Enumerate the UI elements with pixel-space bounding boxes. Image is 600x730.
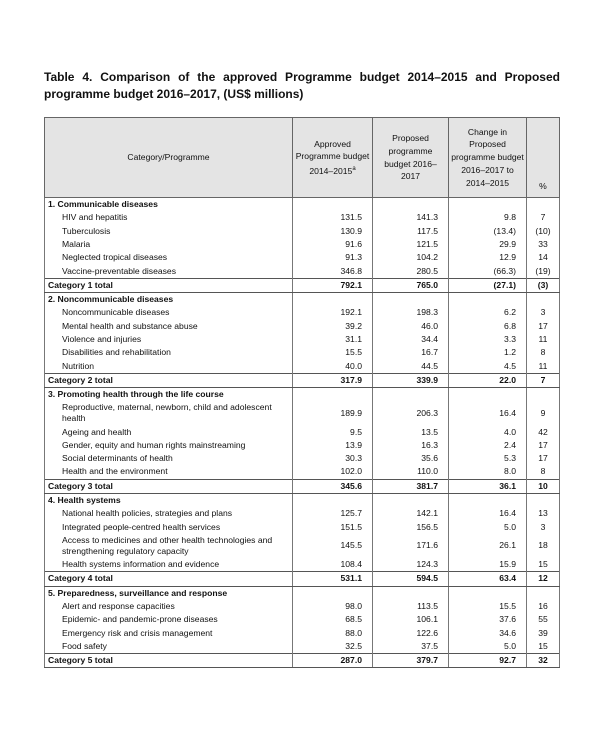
empty-cell <box>449 198 527 212</box>
table-row <box>45 238 560 251</box>
change-cell: 12.9 <box>449 251 527 264</box>
approved-cell: 125.7 <box>293 507 373 520</box>
change-cell: 16.4 <box>449 507 527 520</box>
category-total-row <box>45 479 560 493</box>
percent-cell: 9 <box>527 401 560 425</box>
proposed-cell: 34.4 <box>373 333 449 346</box>
change-cell: 8.0 <box>449 465 527 479</box>
approved-cell: 9.5 <box>293 426 373 439</box>
percent-cell: (19) <box>527 264 560 278</box>
programme-label: Neglected tropical diseases <box>45 251 293 264</box>
approved-cell: 15.5 <box>293 346 373 359</box>
approved-cell: 189.9 <box>293 401 373 425</box>
change-cell: 6.2 <box>449 306 527 319</box>
total-change-cell: 22.0 <box>449 373 527 387</box>
proposed-cell: 16.3 <box>373 439 449 452</box>
proposed-cell: 122.6 <box>373 626 449 639</box>
table-row <box>45 439 560 452</box>
percent-cell: 3 <box>527 306 560 319</box>
header-category: Category/Programme <box>45 118 293 198</box>
proposed-cell: 35.6 <box>373 452 449 465</box>
table-row <box>45 626 560 639</box>
category-heading-row <box>45 493 560 507</box>
budget-table <box>44 117 560 668</box>
programme-label: Alert and response capacities <box>45 600 293 613</box>
proposed-cell: 171.6 <box>373 534 449 558</box>
total-label: Category 4 total <box>45 572 293 586</box>
approved-cell: 13.9 <box>293 439 373 452</box>
empty-cell <box>293 586 373 600</box>
table-row <box>45 264 560 278</box>
table-row <box>45 211 560 224</box>
empty-cell <box>293 493 373 507</box>
programme-label: Integrated people-centred health services <box>45 520 293 533</box>
programme-label: Reproductive, maternal, newborn, child and adolescent health <box>45 401 293 425</box>
proposed-cell: 142.1 <box>373 507 449 520</box>
table-row <box>45 640 560 654</box>
table-row <box>45 465 560 479</box>
empty-cell <box>527 292 560 306</box>
programme-label: Gender, equity and human rights mainstreaming <box>45 439 293 452</box>
percent-cell: 42 <box>527 426 560 439</box>
programme-label: Mental health and substance abuse <box>45 320 293 333</box>
empty-cell <box>449 292 527 306</box>
total-approved-cell: 345.6 <box>293 479 373 493</box>
percent-cell: 17 <box>527 439 560 452</box>
empty-cell <box>293 292 373 306</box>
proposed-cell: 206.3 <box>373 401 449 425</box>
approved-cell: 192.1 <box>293 306 373 319</box>
total-approved-cell: 287.0 <box>293 654 373 668</box>
header-percent: % <box>527 118 560 198</box>
percent-cell: 15 <box>527 558 560 572</box>
approved-cell: 40.0 <box>293 359 373 373</box>
approved-cell: 145.5 <box>293 534 373 558</box>
empty-cell <box>449 387 527 401</box>
change-cell: 5.0 <box>449 640 527 654</box>
table-row <box>45 426 560 439</box>
percent-cell: 39 <box>527 626 560 639</box>
programme-label: Ageing and health <box>45 426 293 439</box>
programme-label: Food safety <box>45 640 293 654</box>
table-row <box>45 600 560 613</box>
total-percent-cell: 32 <box>527 654 560 668</box>
total-approved-cell: 317.9 <box>293 373 373 387</box>
proposed-cell: 121.5 <box>373 238 449 251</box>
category-total-row <box>45 654 560 668</box>
proposed-cell: 110.0 <box>373 465 449 479</box>
table-row <box>45 534 560 558</box>
proposed-cell: 117.5 <box>373 225 449 238</box>
change-cell: (66.3) <box>449 264 527 278</box>
percent-cell: 17 <box>527 452 560 465</box>
total-label: Category 2 total <box>45 373 293 387</box>
header-approved: Approved Programme budget 2014–2015$^a$ <box>293 118 373 198</box>
table-row <box>45 520 560 533</box>
proposed-cell: 13.5 <box>373 426 449 439</box>
programme-label: National health policies, strategies and plans <box>45 507 293 520</box>
change-cell: 34.6 <box>449 626 527 639</box>
table-row <box>45 306 560 319</box>
change-cell: 9.8 <box>449 211 527 224</box>
percent-cell: 14 <box>527 251 560 264</box>
change-cell: 15.5 <box>449 600 527 613</box>
programme-label: Disabilities and rehabilitation <box>45 346 293 359</box>
header-proposed: Proposed programme budget 2016–2017 <box>373 118 449 198</box>
programme-label: Noncommunicable diseases <box>45 306 293 319</box>
total-approved-cell: 531.1 <box>293 572 373 586</box>
table-row <box>45 333 560 346</box>
percent-cell: 11 <box>527 359 560 373</box>
approved-cell: 131.5 <box>293 211 373 224</box>
table-row <box>45 346 560 359</box>
proposed-cell: 198.3 <box>373 306 449 319</box>
total-proposed-cell: 594.5 <box>373 572 449 586</box>
change-cell: 1.2 <box>449 346 527 359</box>
percent-cell: 3 <box>527 520 560 533</box>
approved-cell: 88.0 <box>293 626 373 639</box>
percent-cell: 55 <box>527 613 560 626</box>
category-heading: 2. Noncommunicable diseases <box>45 292 293 306</box>
proposed-cell: 113.5 <box>373 600 449 613</box>
proposed-cell: 156.5 <box>373 520 449 533</box>
approved-cell: 31.1 <box>293 333 373 346</box>
change-cell: 37.6 <box>449 613 527 626</box>
total-percent-cell: 7 <box>527 373 560 387</box>
approved-cell: 130.9 <box>293 225 373 238</box>
percent-cell: 33 <box>527 238 560 251</box>
percent-cell: 7 <box>527 211 560 224</box>
change-cell: 5.0 <box>449 520 527 533</box>
category-total-row <box>45 572 560 586</box>
total-change-cell: (27.1) <box>449 278 527 292</box>
category-heading-row <box>45 586 560 600</box>
table-row <box>45 452 560 465</box>
header-row <box>45 118 560 198</box>
total-percent-cell: 10 <box>527 479 560 493</box>
approved-cell: 39.2 <box>293 320 373 333</box>
table-row <box>45 507 560 520</box>
empty-cell <box>527 493 560 507</box>
percent-cell: (10) <box>527 225 560 238</box>
programme-label: Social determinants of health <box>45 452 293 465</box>
percent-cell: 16 <box>527 600 560 613</box>
programme-label: Malaria <box>45 238 293 251</box>
approved-cell: 32.5 <box>293 640 373 654</box>
category-heading: 1. Communicable diseases <box>45 198 293 212</box>
change-cell: 15.9 <box>449 558 527 572</box>
header-change: Change in Proposed programme budget 2016–2017 to 2014–2015 <box>449 118 527 198</box>
empty-cell <box>449 493 527 507</box>
percent-cell: 13 <box>527 507 560 520</box>
percent-cell: 8 <box>527 346 560 359</box>
total-proposed-cell: 381.7 <box>373 479 449 493</box>
empty-cell <box>373 586 449 600</box>
proposed-cell: 44.5 <box>373 359 449 373</box>
category-heading-row <box>45 292 560 306</box>
approved-cell: 91.6 <box>293 238 373 251</box>
empty-cell <box>449 586 527 600</box>
table-row <box>45 558 560 572</box>
category-heading-row <box>45 198 560 212</box>
percent-cell: 11 <box>527 333 560 346</box>
programme-label: Access to medicines and other health technologies and strengthening regulatory capacity <box>45 534 293 558</box>
empty-cell <box>373 198 449 212</box>
change-cell: 29.9 <box>449 238 527 251</box>
table-row <box>45 613 560 626</box>
programme-label: Emergency risk and crisis management <box>45 626 293 639</box>
approved-cell: 102.0 <box>293 465 373 479</box>
programme-label: HIV and hepatitis <box>45 211 293 224</box>
approved-cell: 30.3 <box>293 452 373 465</box>
change-cell: 3.3 <box>449 333 527 346</box>
programme-label: Health systems information and evidence <box>45 558 293 572</box>
footnote-marker: a <box>352 165 356 172</box>
category-heading: 4. Health systems <box>45 493 293 507</box>
empty-cell <box>527 387 560 401</box>
total-percent-cell: (3) <box>527 278 560 292</box>
table-body <box>45 198 560 668</box>
empty-cell <box>373 493 449 507</box>
approved-cell: 108.4 <box>293 558 373 572</box>
category-total-row <box>45 278 560 292</box>
change-cell: 16.4 <box>449 401 527 425</box>
empty-cell <box>373 292 449 306</box>
table-row <box>45 401 560 425</box>
percent-cell: 8 <box>527 465 560 479</box>
percent-cell: 17 <box>527 320 560 333</box>
proposed-cell: 280.5 <box>373 264 449 278</box>
proposed-cell: 124.3 <box>373 558 449 572</box>
proposed-cell: 16.7 <box>373 346 449 359</box>
change-cell: 26.1 <box>449 534 527 558</box>
total-change-cell: 63.4 <box>449 572 527 586</box>
table-row <box>45 320 560 333</box>
table-row <box>45 225 560 238</box>
programme-label: Vaccine-preventable diseases <box>45 264 293 278</box>
percent-cell: 15 <box>527 640 560 654</box>
change-cell: (13.4) <box>449 225 527 238</box>
change-cell: 6.8 <box>449 320 527 333</box>
empty-cell <box>373 387 449 401</box>
change-cell: 4.0 <box>449 426 527 439</box>
total-label: Category 3 total <box>45 479 293 493</box>
table-caption: Table 4. Comparison of the approved Programme budget 2014–2015 and Proposed programme budget 2016–2017, (US$ millions) <box>44 70 560 101</box>
total-proposed-cell: 379.7 <box>373 654 449 668</box>
category-heading-row <box>45 387 560 401</box>
programme-label: Epidemic- and pandemic-prone diseases <box>45 613 293 626</box>
empty-cell <box>293 198 373 212</box>
total-label: Category 5 total <box>45 654 293 668</box>
total-proposed-cell: 765.0 <box>373 278 449 292</box>
approved-cell: 68.5 <box>293 613 373 626</box>
total-change-cell: 36.1 <box>449 479 527 493</box>
approved-cell: 98.0 <box>293 600 373 613</box>
total-approved-cell: 792.1 <box>293 278 373 292</box>
percent-cell: 18 <box>527 534 560 558</box>
empty-cell <box>293 387 373 401</box>
programme-label: Tuberculosis <box>45 225 293 238</box>
proposed-cell: 46.0 <box>373 320 449 333</box>
change-cell: 5.3 <box>449 452 527 465</box>
programme-label: Nutrition <box>45 359 293 373</box>
programme-label: Violence and injuries <box>45 333 293 346</box>
category-total-row <box>45 373 560 387</box>
total-change-cell: 92.7 <box>449 654 527 668</box>
approved-cell: 151.5 <box>293 520 373 533</box>
approved-cell: 346.8 <box>293 264 373 278</box>
approved-cell: 91.3 <box>293 251 373 264</box>
table-row <box>45 251 560 264</box>
category-heading: 5. Preparedness, surveillance and response <box>45 586 293 600</box>
table-row <box>45 359 560 373</box>
proposed-cell: 106.1 <box>373 613 449 626</box>
total-percent-cell: 12 <box>527 572 560 586</box>
proposed-cell: 141.3 <box>373 211 449 224</box>
change-cell: 2.4 <box>449 439 527 452</box>
change-cell: 4.5 <box>449 359 527 373</box>
empty-cell <box>527 586 560 600</box>
programme-label: Health and the environment <box>45 465 293 479</box>
category-heading: 3. Promoting health through the life course <box>45 387 293 401</box>
total-label: Category 1 total <box>45 278 293 292</box>
proposed-cell: 37.5 <box>373 640 449 654</box>
proposed-cell: 104.2 <box>373 251 449 264</box>
empty-cell <box>527 198 560 212</box>
total-proposed-cell: 339.9 <box>373 373 449 387</box>
